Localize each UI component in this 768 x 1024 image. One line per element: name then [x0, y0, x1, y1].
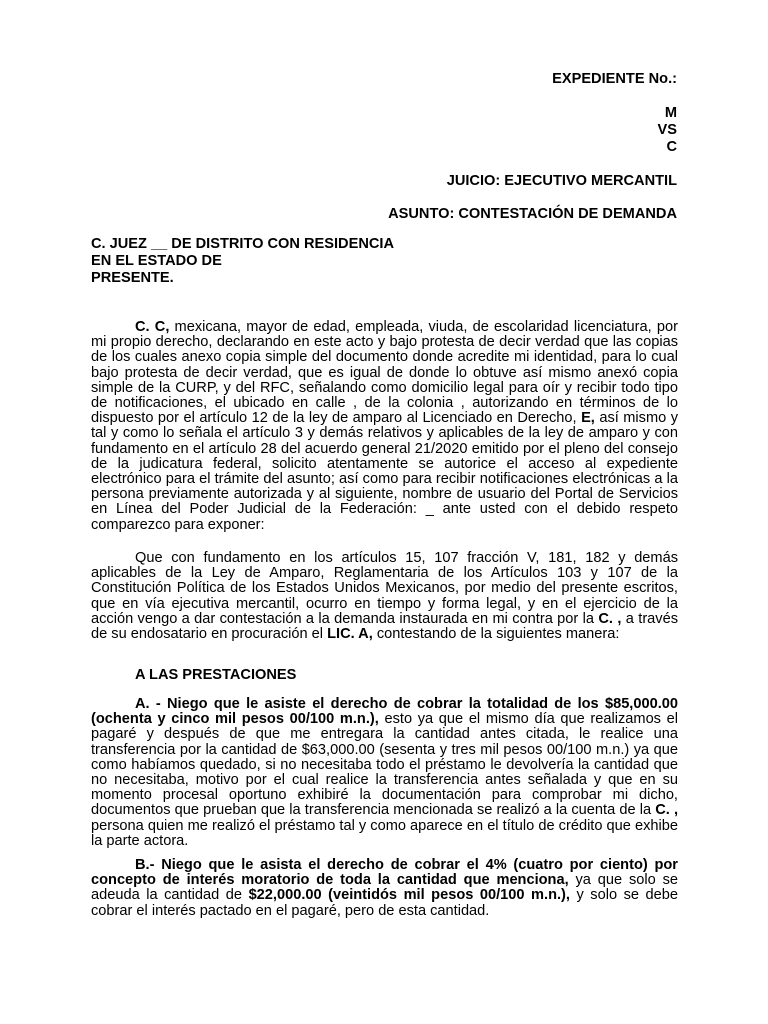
- party-m: M: [664, 105, 677, 121]
- grounds-plaintiff: C. ,: [598, 610, 622, 627]
- paragraph-item-b: [91, 858, 678, 919]
- grounds-text-3: contestando de la siguientes manera:: [372, 626, 620, 643]
- grounds-attorney: LIC. A,: [327, 626, 373, 643]
- addressee-line-judge: C. JUEZ __ DE DISTRITO CON RESIDENCIA: [91, 236, 395, 252]
- paragraph-introduction: [91, 320, 678, 533]
- intro-name: C. C,: [135, 319, 170, 335]
- item-b-amount: $22,000.00 (veintidós mil pesos 00/100 m.n.),: [248, 887, 570, 904]
- paragraph-item-a: [91, 697, 678, 849]
- item-b-text-2: y solo se debe cobrar el interés pactado en el pagaré, pero de esta cantidad.: [91, 887, 678, 919]
- item-b-text-1: ya que solo se adeuda la cantidad de: [91, 872, 678, 904]
- item-a-text-1: esto ya que el mismo día que realizamos el pagaré y después de que me entregara la cantidad antes citada, le realice una transferencia por la cantidad de $63,000.00 (sesenta y tres mil pesos 00/100 m.n.) ya que como habíamos quedado, si no necesitaba todo el préstamo le devolvería la cantidad que no necesitaba, motivo por el cual realice la transferencia antes señalada y que en su momento procesal oportuno exhibiré la documentación para comprobar mi dicho, documentos que prueban que la transferencia mencionada se realizó a la cuenta de la: [91, 711, 678, 819]
- asunto-label: ASUNTO: CONTESTACIÓN DE DEMANDA: [388, 206, 677, 222]
- grounds-text-2: a través de su endosatario en procuración el: [91, 610, 678, 643]
- addressee-line-present: PRESENTE.: [91, 270, 174, 286]
- item-a-denial: A. - Niego que le asiste el derecho de cobrar la totalidad de los $85,000.00 (ochenta y cinco mil pesos 00/100 m.n.),: [91, 696, 678, 728]
- addressee-block: [91, 236, 394, 287]
- intro-text-2: así mismo y tal y como lo señala el artículo 3 y demás relativos y aplicables de la ley de amparo y con fundamento en el artículo 28 del acuerdo general 21/2020 emitido por el pleno del consejo de la judicatura federal, solicito atentamente se autorice el acceso al expediente electrónico para el trámite del asunto; así como para recibir notificaciones electrónicas a la persona previamente autorizada y al siguiente, nombre de usuario del Portal de Servicios en Línea del Poder Judicial de la Federación: _ ante usted con el debido respeto comparezco para exponer:: [91, 410, 678, 533]
- intro-authorized-name: E,: [581, 410, 595, 427]
- intro-text-1: mexicana, mayor de edad, empleada, viuda, de escolaridad licenciatura, por mi propio derecho, declarando en este acto y bajo protesta de decir verdad que las copias de los cuales anexo copia simple del documento donde acredite mi identidad, para lo cual bajo protesta de decir verdad, que es igual de donde lo obtuve así mismo anexó copia simple de la CURP, y del RFC, señalando como domicilio legal para oír y recibir todo tipo de notificaciones, el ubicado en calle , de la colonia , autorizando en términos de lo dispuesto por el artículo 12 de la ley de amparo al Licenciado en Derecho,: [91, 319, 678, 427]
- paragraph-grounds: [91, 551, 678, 642]
- section-heading: A LAS PRESTACIONES: [135, 667, 297, 683]
- item-b-denial: B.- Niego que le asista el derecho de cobrar el 4% (cuatro por ciento) por concepto de interés moratorio de toda la cantidad que menciona,: [91, 857, 678, 889]
- expediente-label: EXPEDIENTE No.:: [552, 71, 677, 87]
- item-a-plaintiff: C. ,: [655, 802, 679, 819]
- addressee-line-state: EN EL ESTADO DE: [91, 253, 222, 269]
- versus-label: VS: [657, 122, 677, 138]
- party-c: C: [666, 139, 677, 155]
- item-a-text-2: persona quien me realizó el préstamo tal y como aparece en el título de crédito que exhibe la parte actora.: [91, 817, 678, 849]
- grounds-text-1: Que con fundamento en los artículos 15, 107 fracción V, 181, 182 y demás aplicables de la Ley de Amparo, Reglamentaria de los Artículos 103 y 107 de la Constitución Política de los Estados Unidos Mexicanos, por medio del presente escritos, que en vía ejecutiva mercantil, ocurro en tiempo y forma legal, y en el ejercicio de la acción vengo a dar contestación a la demanda instaurada en mi contra por la: [91, 550, 678, 627]
- juicio-label: JUICIO: EJECUTIVO MERCANTIL: [446, 173, 677, 189]
